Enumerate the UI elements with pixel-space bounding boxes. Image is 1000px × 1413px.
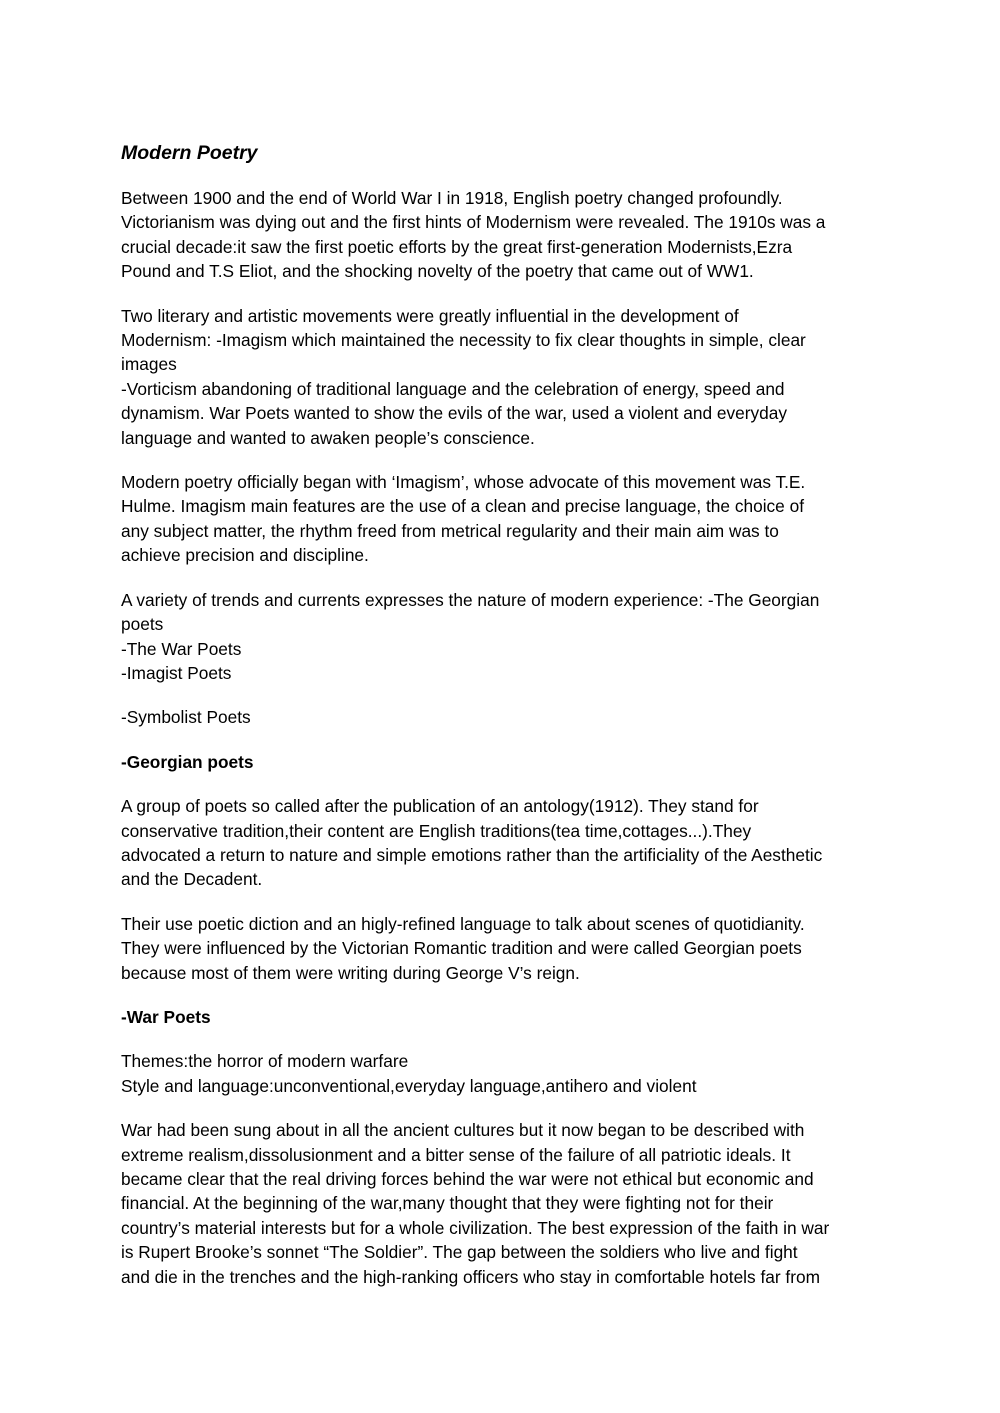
paragraph-trends	[121, 588, 891, 686]
paragraph-georgian-group	[121, 794, 891, 892]
text-line: -Symbolist Poets	[121, 707, 251, 728]
text-line: crucial decade:it saw the first poetic efforts by the great first-generation Modernists,Ezra	[121, 236, 793, 257]
text-line: because most of them were writing during George V’s reign.	[121, 962, 580, 983]
document-title: Modern Poetry	[121, 142, 258, 164]
text-line: is Rupert Brooke’s sonnet “The Soldier”. The gap between the soldiers who live and fight	[121, 1242, 798, 1263]
paragraph-war-realism	[121, 1118, 891, 1289]
paragraph-imagism	[121, 470, 891, 568]
heading-war-poets: -War Poets	[121, 1006, 211, 1027]
text-line: became clear that the real driving forces behind the war were not ethical but economic and	[121, 1169, 814, 1189]
text-line: poets	[121, 614, 164, 635]
text-line: -The War Poets	[121, 638, 242, 659]
paragraph-georgian-diction	[121, 912, 891, 985]
text-line: dynamism. War Poets wanted to show the evils of the war, used a violent and everyday	[121, 403, 787, 424]
text-line: country’s material interests but for a whole civilization. The best expression of the faith in war	[121, 1217, 830, 1238]
paragraph-intro	[121, 186, 891, 284]
text-line: Hulme. Imagism main features are the use of a clean and precise language, the choice of	[121, 496, 804, 517]
text-line: A variety of trends and currents expresses the nature of modern experience: -The Georgian	[121, 589, 820, 610]
text-line: and the Decadent.	[121, 869, 263, 890]
text-line: Two literary and artistic movements were greatly influential in the development of	[121, 305, 739, 326]
text-line: conservative tradition,their content are English traditions(tea time,cottages...).They	[121, 820, 752, 841]
text-line: achieve precision and discipline.	[121, 545, 369, 566]
text-line: A group of poets so called after the publication of an antology(1912). They stand for	[121, 796, 759, 817]
text-line: Modern poetry officially began with ‘Imagism’, whose advocate of this movement was T.E.	[121, 472, 806, 493]
text-line: -Imagist Poets	[121, 662, 232, 683]
paragraph-symbolist	[121, 705, 891, 729]
text-line: Pound and T.S Eliot, and the shocking novelty of the poetry that came out of WW1.	[121, 261, 754, 282]
paragraph-war-themes	[121, 1049, 891, 1098]
document-page	[121, 140, 891, 1309]
text-line: -Vorticism abandoning of traditional language and the celebration of energy, speed and	[121, 378, 785, 399]
text-line: extreme realism,dissolusionment and a bitter sense of the failure of all patriotic ideals. It	[121, 1144, 791, 1165]
text-line: Style and language:unconventional,everyday language,antihero and violent	[121, 1075, 697, 1096]
text-line: financial. At the beginning of the war,many thought that they were fighting not for their	[121, 1193, 774, 1214]
text-line: Themes:the horror of modern warfare	[121, 1051, 409, 1072]
text-line: advocated a return to nature and simple emotions rather than the artificiality of the Aesthetic	[121, 844, 823, 865]
text-line: War had been sung about in all the ancient cultures but it now began to be described with	[121, 1120, 805, 1141]
text-line: Their use poetic diction and an higly-refined language to talk about scenes of quotidianity.	[121, 913, 805, 934]
text-line: They were influenced by the Victorian Romantic tradition and were called Georgian poets	[121, 938, 802, 959]
text-line: Between 1900 and the end of World War I in 1918, English poetry changed profoundly.	[121, 188, 783, 208]
paragraph-movements	[121, 304, 891, 450]
text-line: language and wanted to awaken people’s conscience.	[121, 427, 535, 448]
heading-georgian-poets: -Georgian poets	[121, 751, 254, 772]
text-line: any subject matter, the rhythm freed from metrical regularity and their main aim was to	[121, 520, 779, 541]
text-line: Modernism: -Imagism which maintained the necessity to fix clear thoughts in simple, clear	[121, 330, 806, 351]
text-line: images	[121, 354, 177, 375]
text-line: Victorianism was dying out and the first hints of Modernism were revealed. The 1910s was a	[121, 212, 826, 233]
text-line: and die in the trenches and the high-ranking officers who stay in comfortable hotels far from	[121, 1266, 820, 1287]
